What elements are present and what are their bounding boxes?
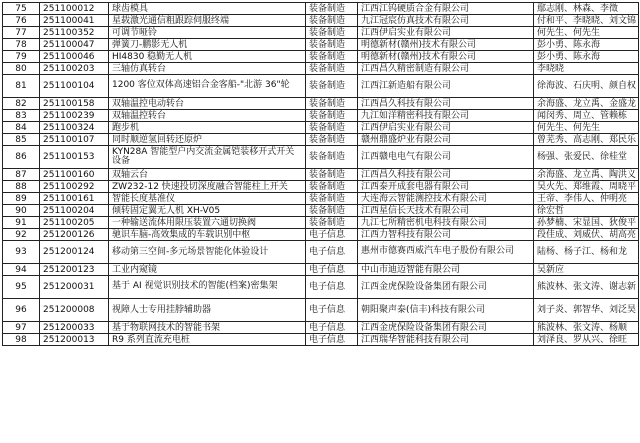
project-category: 装备制造 [306, 110, 358, 122]
row-index: 89 [3, 193, 40, 205]
project-category: 电子信息 [306, 299, 358, 322]
team-members: 徐海波、石庆明、颜自权 [534, 75, 639, 98]
project-name: 基于 AI 视觉识别技术的智能(档案)密集架 [109, 276, 306, 299]
project-code: 251100205 [40, 217, 109, 229]
company-name: 九江七所精密机电科技有限公司 [358, 217, 534, 229]
project-code: 251100012 [40, 3, 109, 15]
project-category: 装备制造 [306, 98, 358, 110]
project-name: R9 系列直流充电桩 [109, 334, 306, 346]
company-name: 江西伊启实业有限公司 [358, 122, 534, 134]
row-index: 96 [3, 299, 40, 322]
project-category: 装备制造 [306, 169, 358, 181]
row-index: 94 [3, 264, 40, 276]
project-category: 装备制造 [306, 39, 358, 51]
table-row [3, 334, 639, 346]
project-list-table-container [2, 2, 638, 346]
project-name: 智能长度基准仪 [109, 193, 306, 205]
project-category: 电子信息 [306, 322, 358, 334]
company-name: 赣州鼎盛炉业有限公司 [358, 134, 534, 146]
project-name: 一种输送流体用限压装置六通切换阀 [109, 217, 306, 229]
project-name: 双轴云台 [109, 169, 306, 181]
project-code: 251100160 [40, 169, 109, 181]
row-index: 86 [3, 146, 40, 169]
company-name: 江西泰开成套电器有限公司 [358, 181, 534, 193]
table-row [3, 264, 639, 276]
table-row [3, 229, 639, 241]
team-members: 陆杨、杨子江、杨和龙 [534, 241, 639, 264]
row-index: 77 [3, 27, 40, 39]
project-code: 251200123 [40, 264, 109, 276]
project-name: 视障人士专用挂脖辅助器 [109, 299, 306, 322]
team-members: 王帝、李伟人、仲明亮 [534, 193, 639, 205]
project-name: 1200 客位双体高速铝合金客船-"北游 36"轮 [109, 75, 306, 98]
team-members: 何先生、何先生 [534, 122, 639, 134]
project-code: 251100204 [40, 205, 109, 217]
project-code: 251200033 [40, 322, 109, 334]
row-index: 98 [3, 334, 40, 346]
company-name: 惠州市德赛西威汽车电子股份有限公司 [358, 241, 534, 264]
project-category: 装备制造 [306, 134, 358, 146]
table-row [3, 146, 639, 169]
team-members: 孙梦楠、宋显国、狄俊平 [534, 217, 639, 229]
company-name: 明德新材(赣州)技术有限公司 [358, 39, 534, 51]
company-name: 江西金虎保险设备集团有限公司 [358, 322, 534, 334]
company-name: 江西伊启实业有限公司 [358, 27, 534, 39]
table-body [3, 3, 639, 346]
project-category: 电子信息 [306, 241, 358, 264]
row-index: 93 [3, 241, 40, 264]
row-index: 90 [3, 205, 40, 217]
project-category: 装备制造 [306, 3, 358, 15]
project-code: 251100046 [40, 51, 109, 63]
project-name: KYN28A 智能型户内交流金属铠装移开式开关设备 [109, 146, 306, 169]
company-name: 江西金虎保险设备集团有限公司 [358, 276, 534, 299]
project-code: 251100203 [40, 63, 109, 75]
team-members: 曾芜秀、高志刚、郑民乐 [534, 134, 639, 146]
project-name: 驰识车脑-高效集成的车载识别中枢 [109, 229, 306, 241]
team-members: 熊波林、张文涛、杨顺 [534, 322, 639, 334]
project-name: 倾转固定翼无人机 XH-V05 [109, 205, 306, 217]
row-index: 76 [3, 15, 40, 27]
row-index: 85 [3, 134, 40, 146]
team-members: 彭小勇、陈永海 [534, 51, 639, 63]
team-members: 刘子炎、郭智华、刘泛昊 [534, 299, 639, 322]
row-index: 87 [3, 169, 40, 181]
project-category: 电子信息 [306, 334, 358, 346]
row-index: 95 [3, 276, 40, 299]
project-category: 装备制造 [306, 181, 358, 193]
project-name: 工业内窥镜 [109, 264, 306, 276]
team-members: 徐宏哲 [534, 205, 639, 217]
table-row [3, 110, 639, 122]
project-name: 移动第三空间-多元场景智能化体验设计 [109, 241, 306, 264]
project-code: 251100161 [40, 193, 109, 205]
project-category: 电子信息 [306, 229, 358, 241]
project-category: 装备制造 [306, 205, 358, 217]
table-row [3, 27, 639, 39]
table-row [3, 169, 639, 181]
table-row [3, 322, 639, 334]
company-name: 朝阳聚声泰(信丰)科技有限公司 [358, 299, 534, 322]
row-index: 83 [3, 110, 40, 122]
team-members: 段佳成、刘威伏、胡高亮 [534, 229, 639, 241]
project-code: 251200013 [40, 334, 109, 346]
project-category: 装备制造 [306, 217, 358, 229]
project-code: 251100047 [40, 39, 109, 51]
project-name: 三轴仿真转台 [109, 63, 306, 75]
project-code: 251100239 [40, 110, 109, 122]
project-code: 251100041 [40, 15, 109, 27]
table-row [3, 75, 639, 98]
table-row [3, 205, 639, 217]
company-name: 江西江钨硬质合金有限公司 [358, 3, 534, 15]
project-code: 251200008 [40, 299, 109, 322]
table-row [3, 3, 639, 15]
project-code: 251100153 [40, 146, 109, 169]
project-code: 251100324 [40, 122, 109, 134]
table-row [3, 98, 639, 110]
project-code: 251100107 [40, 134, 109, 146]
project-name: 基于物联网技术的智能书架 [109, 322, 306, 334]
project-list-table [2, 2, 639, 346]
company-name: 明德新材(赣州)技术有限公司 [358, 51, 534, 63]
table-row [3, 193, 639, 205]
project-name: 双轴温控转台 [109, 110, 306, 122]
project-category: 装备制造 [306, 15, 358, 27]
row-index: 88 [3, 181, 40, 193]
project-code: 251200031 [40, 276, 109, 299]
project-name: ZW232-12 快速投切深度融合智能柱上开关 [109, 181, 306, 193]
table-row [3, 276, 639, 299]
table-row [3, 51, 639, 63]
table-row [3, 299, 639, 322]
company-name: 中山市迪迈智能有限公司 [358, 264, 534, 276]
row-index: 92 [3, 229, 40, 241]
project-code: 251100158 [40, 98, 109, 110]
project-code: 251100352 [40, 27, 109, 39]
company-name: 江西赣电电气有限公司 [358, 146, 534, 169]
company-name: 江西江新造船有限公司 [358, 75, 534, 98]
project-code: 251200126 [40, 229, 109, 241]
table-row [3, 63, 639, 75]
table-row [3, 241, 639, 264]
project-name: HI4830 稳勤无人机 [109, 51, 306, 63]
project-category: 装备制造 [306, 146, 358, 169]
project-name: 可调节哑铃 [109, 27, 306, 39]
company-name: 九江如洋精密科技有限公司 [358, 110, 534, 122]
team-members: 熊波林、张文涛、谢志新 [534, 276, 639, 299]
company-name: 江西力智科技有限公司 [358, 229, 534, 241]
table-row [3, 217, 639, 229]
project-code: 251200124 [40, 241, 109, 264]
team-members: 吴新应 [534, 264, 639, 276]
project-name: 双轴温控电动转台 [109, 98, 306, 110]
company-name: 江西昌久科技有限公司 [358, 98, 534, 110]
team-members: 吴火先、郑维霞、周晓平 [534, 181, 639, 193]
company-name: 江西昌久精密制造有限公司 [358, 63, 534, 75]
team-members: 杨强、张爱民、徐桂堂 [534, 146, 639, 169]
team-members: 余海盛、龙立禹、金盛龙 [534, 98, 639, 110]
team-members: 李晓晓 [534, 63, 639, 75]
project-category: 电子信息 [306, 276, 358, 299]
row-index: 91 [3, 217, 40, 229]
row-index: 79 [3, 51, 40, 63]
project-code: 251100292 [40, 181, 109, 193]
project-category: 装备制造 [306, 122, 358, 134]
project-category: 装备制造 [306, 63, 358, 75]
team-members: 闻闵秀、周立、管赖栋 [534, 110, 639, 122]
row-index: 84 [3, 122, 40, 134]
project-name: 同时顺逆氢回转还原炉 [109, 134, 306, 146]
table-row [3, 39, 639, 51]
team-members: 何先生、何先生 [534, 27, 639, 39]
row-index: 78 [3, 39, 40, 51]
company-name: 九江冠宸仿真技术有限公司 [358, 15, 534, 27]
table-row [3, 134, 639, 146]
row-index: 97 [3, 322, 40, 334]
team-members: 彭小勇、陈永海 [534, 39, 639, 51]
company-name: 江西星信长天技术有限公司 [358, 205, 534, 217]
project-category: 装备制造 [306, 27, 358, 39]
company-name: 大连海云智能测控技术有限公司 [358, 193, 534, 205]
table-row [3, 181, 639, 193]
project-category: 装备制造 [306, 51, 358, 63]
project-code: 251100104 [40, 75, 109, 98]
team-members: 鄢志刚、林森、李徵 [534, 3, 639, 15]
table-row [3, 122, 639, 134]
project-category: 电子信息 [306, 264, 358, 276]
row-index: 82 [3, 98, 40, 110]
project-name: 弹簧刀-鹏影无人机 [109, 39, 306, 51]
team-members: 付和平、李晓晓、刘文锦 [534, 15, 639, 27]
company-name: 江西昌久科技有限公司 [358, 169, 534, 181]
team-members: 刘泽良、罗从兴、徐旺 [534, 334, 639, 346]
row-index: 80 [3, 63, 40, 75]
team-members: 余海盛、龙立禹、陶洪义 [534, 169, 639, 181]
project-category: 装备制造 [306, 193, 358, 205]
table-row [3, 15, 639, 27]
project-name: 星载激光通信粗跟踪伺服终端 [109, 15, 306, 27]
row-index: 75 [3, 3, 40, 15]
project-name: 球齿模具 [109, 3, 306, 15]
project-name: 跑步机 [109, 122, 306, 134]
row-index: 81 [3, 75, 40, 98]
company-name: 江西瑞华智能科技有限公司 [358, 334, 534, 346]
project-category: 装备制造 [306, 75, 358, 98]
